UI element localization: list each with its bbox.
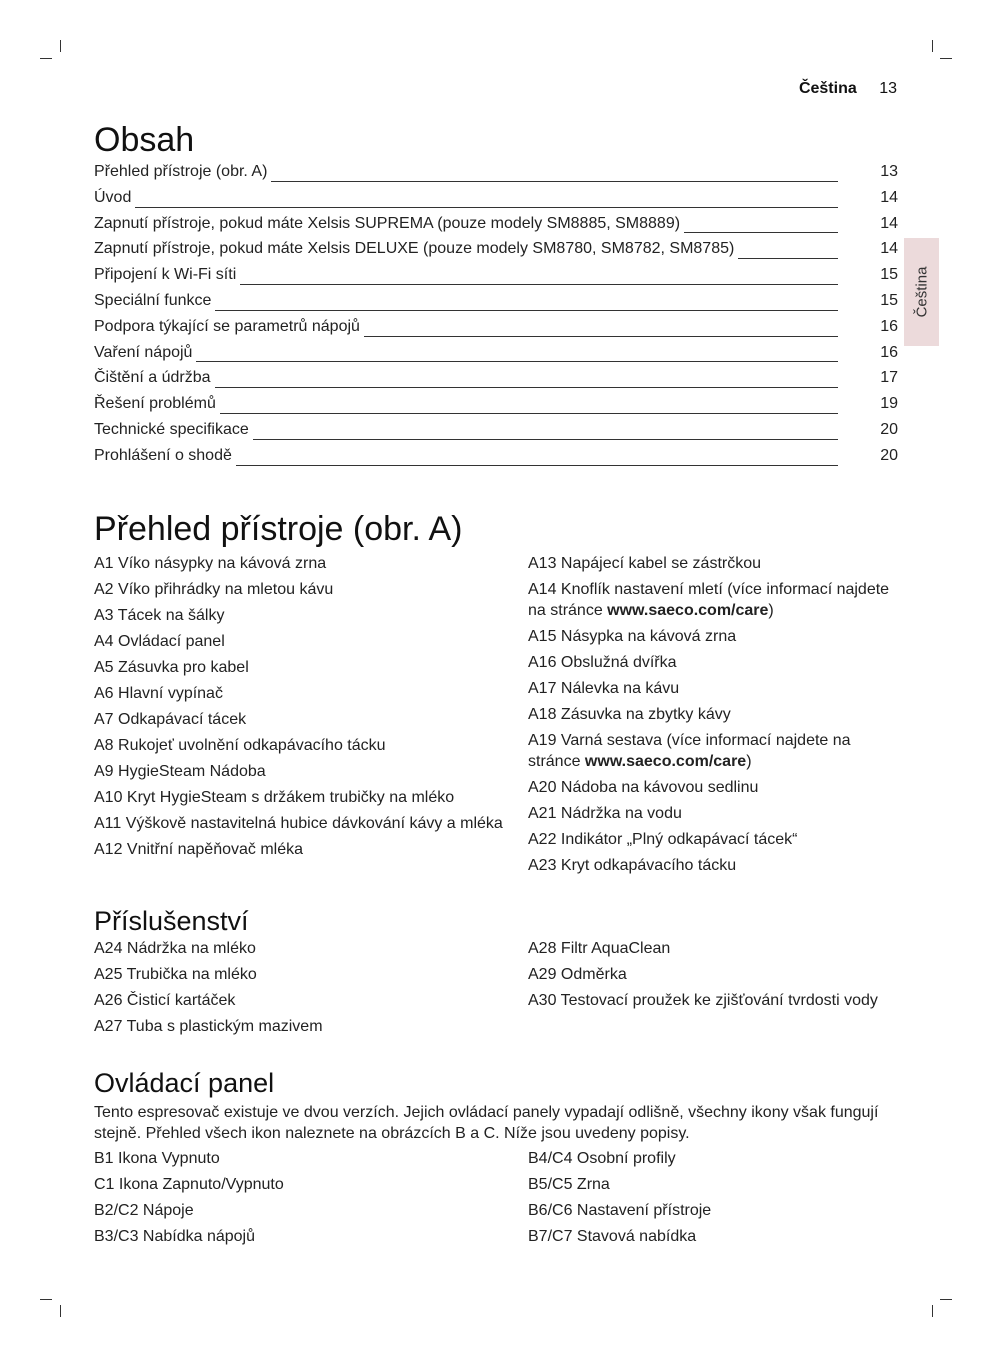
list-item: A25 Trubička na mléko [94, 965, 257, 983]
control-panel-intro: Tento espresovač existuje ve dvou verzích. Jejich ovládací panely vypadají odlišně, všechny ikony však fungují stejně. Přehled všech ikon naleznete na obrázcích B a C. Níže jsou uvedeny popisy. [94, 1103, 879, 1142]
toc-entry-title: Zapnutí přístroje, pokud máte Xelsis DELUXE (pouze modely SM8780, SM8782, SM8785) [94, 240, 735, 258]
overview-title: Přehled přístroje (obr. A) [94, 509, 463, 548]
list-item: A20 Nádoba na kávovou sedlinu [528, 778, 759, 796]
toc-entry[interactable] [94, 189, 898, 215]
list-item: B3/C3 Nabídka nápojů [94, 1227, 255, 1245]
toc-entry-page: 17 [880, 369, 898, 387]
crop-mark [40, 1299, 52, 1300]
toc-entry-title: Podpora týkající se parametrů nápojů [94, 317, 360, 335]
accessories-title: Příslušenství [94, 905, 249, 936]
toc-leader [220, 401, 838, 414]
toc-entry-title: Řešení problémů [94, 395, 216, 413]
list-item: A23 Kryt odkapávacího tácku [528, 856, 737, 874]
toc-entry-page: 15 [880, 291, 898, 309]
toc-entry[interactable] [94, 292, 898, 318]
list-item: B1 Ikona Vypnuto [94, 1149, 220, 1167]
list-item: A30 Testovací proužek ke zjišťování tvrdosti vody [528, 991, 878, 1009]
toc-title: Obsah [94, 121, 195, 159]
toc-entry[interactable] [94, 266, 898, 292]
care-link[interactable]: www.saeco.com/care [584, 752, 747, 770]
list-item: A1 Víko násypky na kávová zrna [94, 554, 327, 572]
toc-entry-page: 20 [880, 420, 898, 438]
toc-entry[interactable] [94, 318, 898, 344]
header-language: Čeština [798, 80, 857, 97]
toc-entry[interactable] [94, 395, 898, 421]
overview-right-list [528, 553, 898, 881]
toc-entry-title: Úvod [94, 188, 132, 206]
side-tab-label: Čeština [913, 266, 930, 318]
control-panel-right-list [528, 1148, 898, 1252]
list-item: A18 Zásuvka na zbytky kávy [528, 705, 731, 723]
list-item: A29 Odměrka [528, 965, 627, 983]
list-item: A7 Odkapávací tácek [94, 710, 247, 728]
list-item: A10 Kryt HygieSteam s držákem trubičky na mléko [94, 788, 455, 806]
accessories-left-list [94, 938, 528, 1042]
toc-entry[interactable] [94, 447, 898, 473]
list-item: A2 Víko přihrádky na mletou kávu [94, 580, 334, 598]
list-item: A17 Nálevka na kávu [528, 679, 680, 697]
toc-entry[interactable] [94, 421, 898, 447]
toc-entry-page: 20 [880, 446, 898, 464]
toc-leader [253, 427, 838, 440]
list-item: A15 Násypka na kávová zrna [528, 627, 737, 645]
table-of-contents [94, 163, 898, 473]
header-page-number: 13 [879, 80, 897, 97]
list-item: A22 Indikátor „Plný odkapávací tácek“ [528, 830, 798, 848]
crop-mark [60, 1305, 61, 1317]
list-item: B4/C4 Osobní profily [528, 1149, 676, 1167]
toc-entry-page: 14 [880, 240, 898, 258]
overview-lists [94, 553, 898, 881]
toc-entry-title: Technické specifikace [94, 420, 249, 438]
toc-entry-title: Čištění a údržba [94, 369, 211, 387]
toc-leader [135, 195, 838, 208]
toc-leader [364, 324, 838, 337]
list-item: A11 Výškově nastavitelná hubice dávkování kávy a mléka [94, 814, 503, 832]
list-item: B6/C6 Nastavení přístroje [528, 1201, 712, 1219]
list-item: B5/C5 Zrna [528, 1175, 610, 1193]
list-item: A13 Napájecí kabel se zástrčkou [528, 554, 762, 572]
crop-mark [932, 40, 933, 52]
list-item: A24 Nádržka na mléko [94, 939, 256, 957]
list-item: A26 Čisticí kartáček [94, 991, 236, 1009]
toc-leader [215, 375, 838, 388]
page-content [94, 118, 898, 1252]
toc-leader [196, 349, 838, 362]
toc-entry[interactable] [94, 344, 898, 370]
language-side-tab [904, 238, 939, 346]
overview-left-list [94, 553, 528, 881]
toc-entry-title: Prohlášení o shodě [94, 446, 232, 464]
toc-entry-title: Zapnutí přístroje, pokud máte Xelsis SUPREMA (pouze modely SM8885, SM8889) [94, 214, 681, 232]
crop-mark [60, 40, 61, 52]
list-item: A3 Tácek na šálky [94, 606, 225, 624]
toc-entry-title: Speciální funkce [94, 291, 212, 309]
toc-leader [271, 169, 838, 182]
toc-entry-title: Připojení k Wi-Fi síti [94, 266, 237, 284]
list-item: A8 Rukojeť uvolnění odkapávacího tácku [94, 736, 386, 754]
toc-leader [684, 220, 838, 233]
list-item: B2/C2 Nápoje [94, 1201, 194, 1219]
running-head [799, 80, 897, 98]
crop-mark [932, 1305, 933, 1317]
toc-entry-page: 16 [880, 343, 898, 361]
toc-entry-page: 13 [880, 163, 898, 180]
toc-entry[interactable] [94, 215, 898, 241]
toc-entry-page: 19 [880, 395, 898, 413]
list-item: A19 Varná sestava (více informací najdete na stránce www.saeco.com/care) [528, 731, 851, 770]
toc-entry-title: Přehled přístroje (obr. A) [94, 163, 268, 180]
toc-entry[interactable] [94, 163, 898, 189]
list-item: A28 Filtr AquaClean [528, 939, 671, 957]
list-item: A14 Knoflík nastavení mletí (více informací najdete na stránce www.saeco.com/care) [528, 580, 890, 619]
crop-mark [40, 58, 52, 59]
toc-entry-page: 14 [880, 214, 898, 232]
crop-mark [940, 1299, 952, 1300]
care-link[interactable]: www.saeco.com/care [607, 601, 769, 619]
toc-leader [738, 246, 838, 259]
control-panel-title: Ovládací panel [94, 1067, 275, 1098]
toc-entry-title: Vaření nápojů [94, 343, 193, 361]
list-item: A4 Ovládací panel [94, 632, 225, 650]
toc-entry-page: 15 [880, 266, 898, 284]
list-item: B7/C7 Stavová nabídka [528, 1227, 697, 1245]
list-item: C1 Ikona Zapnuto/Vypnuto [94, 1175, 284, 1193]
accessories-right-list [528, 938, 898, 1042]
toc-leader [215, 298, 838, 311]
toc-entry-page: 14 [880, 188, 898, 206]
control-panel-left-list [94, 1148, 528, 1252]
control-panel-lists [94, 1148, 898, 1252]
list-item: A27 Tuba s plastickým mazivem [94, 1017, 323, 1035]
toc-entry-page: 16 [880, 317, 898, 335]
toc-leader [240, 272, 838, 285]
list-item: A9 HygieSteam Nádoba [94, 762, 266, 780]
toc-entry[interactable] [94, 240, 898, 266]
list-item: A6 Hlavní vypínač [94, 684, 223, 702]
list-item: A16 Obslužná dvířka [528, 653, 677, 671]
accessories-lists [94, 938, 898, 1042]
toc-leader [236, 453, 838, 466]
list-item: A21 Nádržka na vodu [528, 804, 682, 822]
list-item: A5 Zásuvka pro kabel [94, 658, 249, 676]
list-item: A12 Vnitřní napěňovač mléka [94, 840, 304, 858]
crop-mark [940, 58, 952, 59]
toc-entry[interactable] [94, 369, 898, 395]
